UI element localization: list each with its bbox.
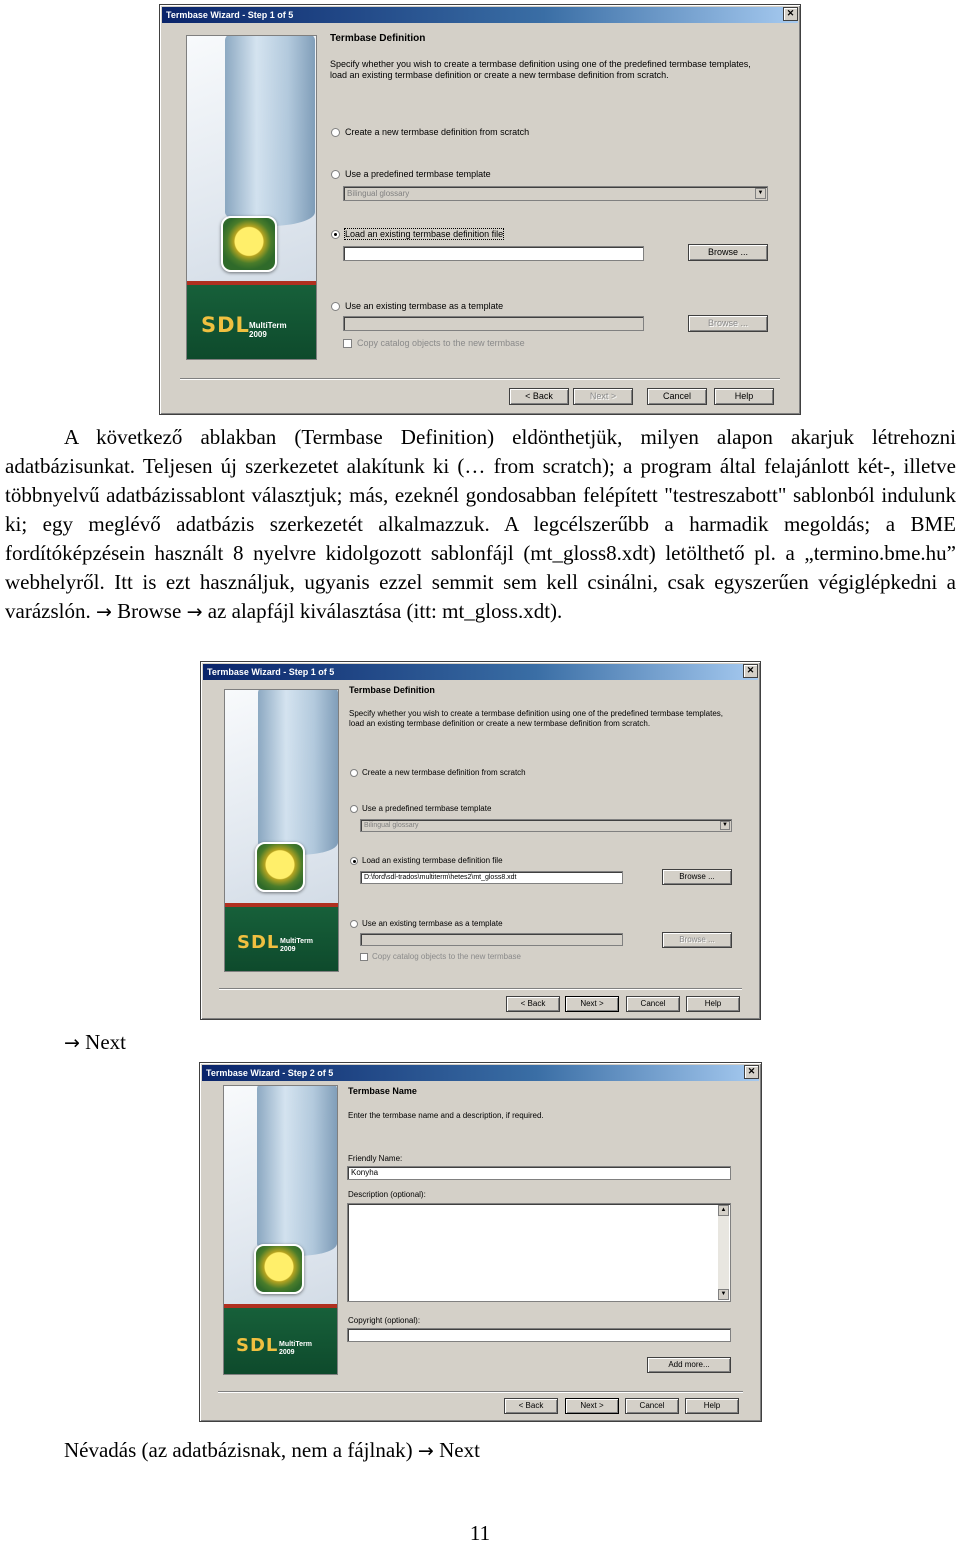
close-icon[interactable]: ✕ bbox=[783, 7, 798, 21]
wizard-banner bbox=[224, 689, 339, 972]
next-button[interactable]: Next > bbox=[565, 996, 619, 1012]
help-button[interactable]: Help bbox=[714, 388, 774, 405]
database-cylinder-graphic bbox=[225, 35, 315, 226]
copy-catalog-checkbox[interactable] bbox=[343, 339, 352, 348]
next-text: Next bbox=[85, 1030, 126, 1054]
radio-existing-termbase[interactable] bbox=[350, 920, 358, 928]
radio-scratch-label: Create a new termbase definition from scratch bbox=[345, 127, 530, 137]
scroll-down-icon[interactable]: ▼ bbox=[718, 1289, 729, 1300]
description-textarea[interactable] bbox=[347, 1203, 731, 1302]
radio-template[interactable] bbox=[331, 170, 340, 179]
title-bar: Termbase Wizard - Step 1 of 5 bbox=[162, 7, 798, 23]
radio-load-file-label: Load an existing termbase definition file bbox=[362, 856, 503, 865]
page-number: 11 bbox=[469, 1521, 491, 1545]
load-file-input[interactable] bbox=[343, 246, 644, 261]
copyright-input[interactable] bbox=[347, 1328, 731, 1342]
browse-button-disabled[interactable]: Browse ... bbox=[688, 315, 768, 332]
scrollbar[interactable] bbox=[718, 1205, 729, 1300]
sdl-logo: SDL bbox=[201, 313, 250, 337]
chevron-down-icon: ▼ bbox=[720, 821, 730, 830]
arrow-icon: → bbox=[64, 1032, 80, 1054]
title-bar: Termbase Wizard - Step 2 of 5 bbox=[202, 1065, 759, 1081]
scroll-up-icon[interactable]: ▲ bbox=[718, 1205, 729, 1216]
arrow-icon: → bbox=[417, 1440, 434, 1462]
help-button[interactable]: Help bbox=[686, 996, 740, 1012]
add-more-button[interactable]: Add more... bbox=[647, 1357, 731, 1373]
sdl-logo: SDL bbox=[237, 932, 280, 953]
step-description: Specify whether you wish to create a termbase definition using one of the predefined termbase templates, load an existing termbase definition or create a new termbase definition from scratch. bbox=[330, 59, 751, 80]
browse-button-disabled[interactable]: Browse ... bbox=[662, 932, 732, 948]
sdl-brand-band bbox=[224, 1304, 337, 1374]
paragraph-tail: az alapfájl kiválasztása (itt: mt_gloss.xdt). bbox=[207, 599, 563, 623]
database-cylinder-graphic bbox=[257, 1085, 337, 1256]
copyright-label: Copyright (optional): bbox=[348, 1316, 421, 1325]
step-description: Specify whether you wish to create a termbase definition using one of the predefined termbase templates, load an existing termbase definition or create a new termbase definition from scratch. bbox=[349, 709, 723, 728]
radio-existing-termbase[interactable] bbox=[331, 302, 340, 311]
step-heading: Termbase Name bbox=[348, 1086, 417, 1096]
database-cylinder-graphic bbox=[258, 689, 338, 855]
radio-existing-label: Use an existing termbase as a template bbox=[362, 919, 503, 928]
naming-instruction bbox=[64, 1436, 480, 1466]
radio-template[interactable] bbox=[350, 805, 358, 813]
back-button[interactable]: < Back bbox=[504, 1398, 558, 1414]
radio-load-file[interactable] bbox=[350, 857, 358, 865]
cancel-button[interactable]: Cancel bbox=[626, 996, 680, 1012]
copy-catalog-label: Copy catalog objects to the new termbase bbox=[372, 952, 521, 961]
body-paragraph bbox=[5, 423, 956, 627]
step-heading: Termbase Definition bbox=[330, 33, 426, 44]
radio-scratch[interactable] bbox=[331, 128, 340, 137]
naming-text: Névadás (az adatbázisnak, nem a fájlnak) bbox=[64, 1438, 413, 1462]
sdl-brand-band bbox=[225, 903, 338, 971]
wizard-step1-window-a bbox=[159, 4, 801, 415]
chevron-down-icon: ▼ bbox=[755, 188, 766, 199]
separator bbox=[218, 1391, 743, 1393]
browse-button[interactable]: Browse ... bbox=[688, 244, 768, 261]
radio-template-label: Use a predefined termbase template bbox=[345, 169, 491, 179]
existing-termbase-input[interactable] bbox=[343, 316, 644, 331]
browse-button[interactable]: Browse ... bbox=[662, 869, 732, 885]
browse-term: Browse bbox=[117, 599, 182, 623]
wizard-banner bbox=[186, 35, 317, 360]
product-name: MultiTerm 2009 bbox=[279, 1341, 312, 1356]
friendly-name-label: Friendly Name: bbox=[348, 1154, 403, 1163]
close-icon[interactable]: ✕ bbox=[744, 1065, 759, 1079]
paragraph-text: A következő ablakban (Termbase Definition) eldönthetjük, milyen alapon akarjuk létrehozni adatbázisunkat. Teljesen új szerkezetet alakítunk ki (… from scratch); a program által felajánlott két-, illetve többnyelvű adatbázissablont választjuk; más, ezeknél gondosabban felépített "testreszabott" sablonból indulunk ki; egy meglévő adatbázis szerkezetét alkalmazzuk. A legcélszerűbb a harmadik megoldás; a BME fordítóképzésein használt 8 nyelvre kidolgozott sablonfájl (mt_gloss8.xdt) letölthető pl. a „termino.bme.hu” webhelyről. Itt is ezt használjuk, ugyanis ezzel semmit sem kell csinálni, csak egyszerűen végiglépkedni a varázslón. bbox=[5, 425, 956, 623]
naming-next: Next bbox=[439, 1438, 480, 1462]
next-button[interactable]: Next > bbox=[565, 1398, 619, 1414]
radio-template-label: Use a predefined termbase template bbox=[362, 804, 492, 813]
cancel-button[interactable]: Cancel bbox=[647, 388, 707, 405]
back-button[interactable]: < Back bbox=[506, 996, 560, 1012]
sdl-logo: SDL bbox=[236, 1335, 279, 1356]
title-bar: Termbase Wizard - Step 1 of 5 bbox=[203, 664, 758, 680]
product-name: MultiTerm 2009 bbox=[249, 321, 287, 339]
next-button[interactable]: Next > bbox=[573, 388, 633, 405]
multiterm-logo-icon bbox=[255, 842, 305, 892]
wizard-step2-window bbox=[199, 1062, 762, 1422]
separator bbox=[180, 378, 780, 380]
load-file-input[interactable]: D:\ford\sdl-trados\multiterm\hetes2\mt_gloss8.xdt bbox=[360, 871, 623, 884]
radio-existing-label: Use an existing termbase as a template bbox=[345, 301, 504, 311]
arrow-icon: → bbox=[186, 601, 203, 623]
multiterm-logo-icon bbox=[254, 1244, 304, 1294]
radio-scratch[interactable] bbox=[350, 769, 358, 777]
copy-catalog-label: Copy catalog objects to the new termbase bbox=[357, 338, 525, 348]
help-button[interactable]: Help bbox=[685, 1398, 739, 1414]
close-icon[interactable]: ✕ bbox=[743, 664, 758, 678]
wizard-step1-window-b bbox=[200, 661, 761, 1020]
step-description: Enter the termbase name and a description, if required. bbox=[348, 1111, 544, 1120]
existing-termbase-input[interactable] bbox=[360, 933, 623, 946]
arrow-icon: → bbox=[95, 601, 112, 623]
template-dropdown[interactable]: Bilingual glossary ▼ bbox=[360, 819, 732, 832]
radio-load-file[interactable] bbox=[331, 230, 340, 239]
sdl-brand-band bbox=[187, 281, 316, 359]
step-heading: Termbase Definition bbox=[349, 685, 435, 695]
next-instruction bbox=[64, 1028, 126, 1058]
separator bbox=[219, 988, 742, 990]
radio-scratch-label: Create a new termbase definition from scratch bbox=[362, 768, 526, 777]
template-dropdown[interactable]: Bilingual glossary ▼ bbox=[343, 186, 768, 201]
cancel-button[interactable]: Cancel bbox=[625, 1398, 679, 1414]
radio-load-file-label: Load an existing termbase definition file bbox=[345, 229, 504, 239]
friendly-name-input[interactable]: Konyha bbox=[347, 1166, 731, 1180]
copy-catalog-checkbox[interactable] bbox=[360, 953, 368, 961]
wizard-banner bbox=[223, 1085, 338, 1375]
back-button[interactable]: < Back bbox=[509, 388, 569, 405]
product-name: MultiTerm 2009 bbox=[280, 938, 313, 953]
multiterm-logo-icon bbox=[221, 216, 277, 272]
description-label: Description (optional): bbox=[348, 1190, 426, 1199]
